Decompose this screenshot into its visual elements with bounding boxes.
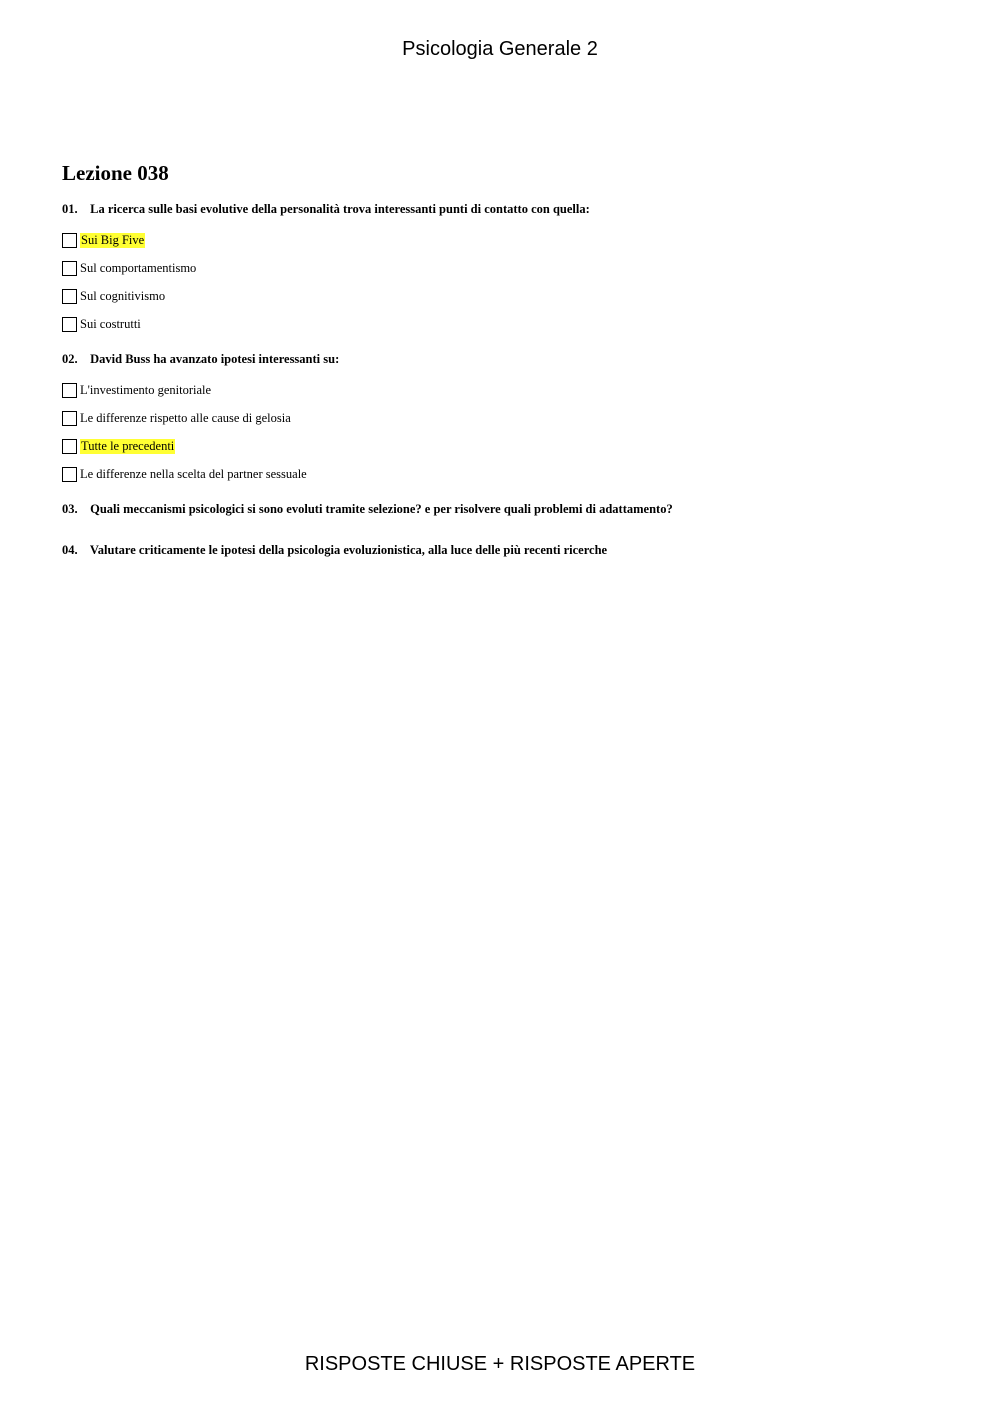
question-text: Quali meccanismi psicologici si sono evoluti tramite selezione? e per risolvere quali problemi di adattamento? (90, 502, 673, 516)
answer-label: Le differenze rispetto alle cause di gelosia (80, 410, 291, 425)
answer-option[interactable] (62, 460, 942, 488)
question-02 (62, 351, 942, 367)
question-number: 01. (62, 202, 78, 216)
answer-option[interactable] (62, 282, 942, 310)
answer-label: Sul cognitivismo (80, 288, 166, 303)
answer-label-highlighted: Sui Big Five (81, 232, 145, 247)
checkbox[interactable] (62, 233, 77, 248)
lesson-title: Lezione 038 (62, 161, 169, 185)
question-01 (62, 201, 942, 217)
question-group-02 (62, 351, 942, 488)
answer-label: L'investimento genitoriale (80, 382, 212, 397)
question-text: David Buss ha avanzato ipotesi interessanti su: (90, 352, 340, 366)
question-number: 04. (62, 543, 78, 557)
checkbox[interactable] (62, 439, 77, 454)
answer-option[interactable] (62, 404, 942, 432)
checkbox[interactable] (62, 261, 77, 276)
page-header: Psicologia Generale 2 (402, 38, 598, 60)
question-number: 02. (62, 352, 78, 366)
checkbox[interactable] (62, 467, 77, 482)
answer-option[interactable] (62, 376, 942, 404)
answer-label: Sui costrutti (80, 316, 141, 331)
answer-label: Sul comportamentismo (80, 260, 197, 275)
answer-option[interactable] (62, 226, 942, 254)
question-number: 03. (62, 502, 78, 516)
answer-label: Le differenze nella scelta del partner sessuale (80, 466, 307, 481)
answer-option[interactable] (62, 254, 942, 282)
checkbox[interactable] (62, 289, 77, 304)
question-03 (62, 501, 942, 517)
checkbox[interactable] (62, 383, 77, 398)
page-footer: RISPOSTE CHIUSE + RISPOSTE APERTE (304, 1353, 696, 1375)
question-group-01 (62, 201, 942, 338)
question-text: La ricerca sulle basi evolutive della personalità trova interessanti punti di contatto con quella: (90, 202, 590, 216)
answer-label-highlighted: Tutte le precedenti (81, 438, 175, 453)
question-text: Valutare criticamente le ipotesi della psicologia evoluzionistica, alla luce delle più recenti ricerche (89, 543, 608, 557)
checkbox[interactable] (62, 411, 77, 426)
answer-option[interactable] (62, 432, 942, 460)
answer-option[interactable] (62, 310, 942, 338)
document-content (62, 158, 942, 583)
question-04 (62, 542, 942, 558)
checkbox[interactable] (62, 317, 77, 332)
